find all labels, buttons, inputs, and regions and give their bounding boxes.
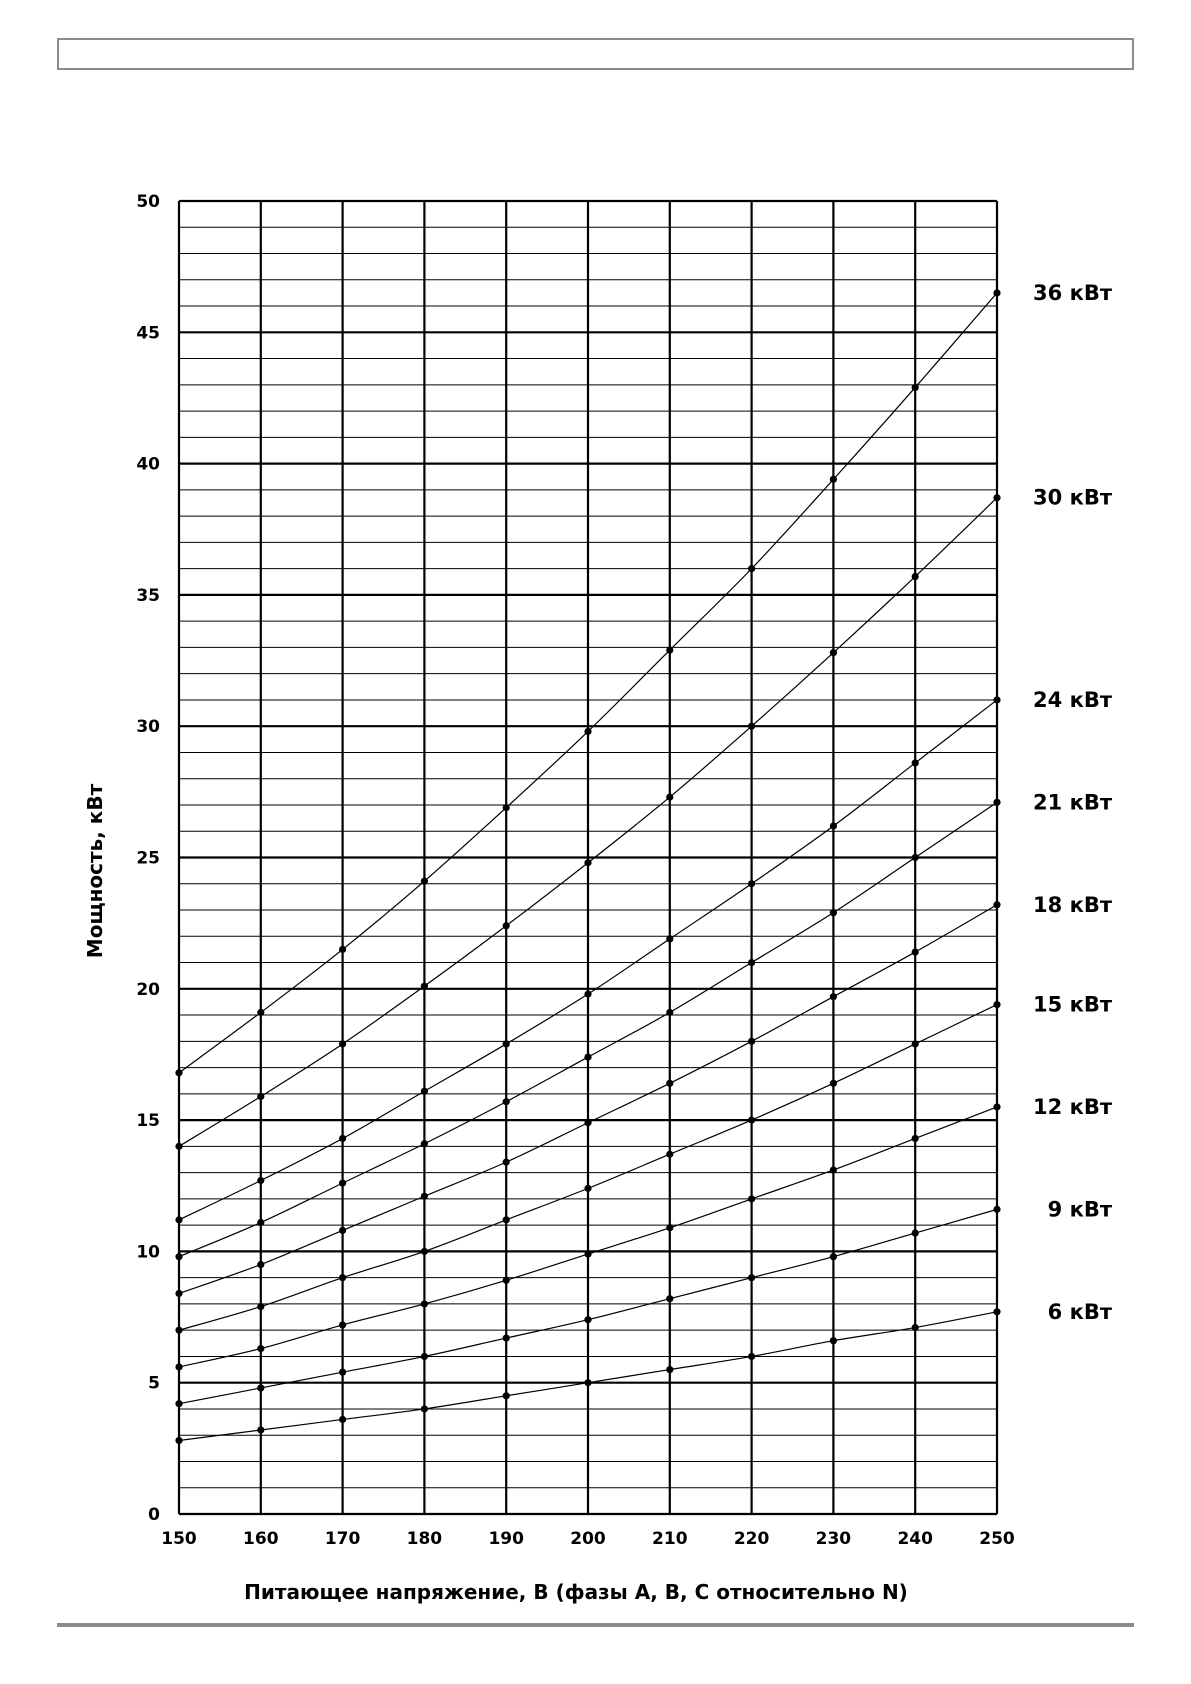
data-point — [993, 1001, 1000, 1008]
data-point — [339, 1369, 346, 1376]
data-point — [993, 289, 1000, 296]
data-point — [503, 922, 510, 929]
series-label: 12 кВт — [1033, 1094, 1112, 1119]
data-point — [503, 1392, 510, 1399]
data-point — [748, 880, 755, 887]
data-point — [175, 1363, 182, 1370]
data-point — [257, 1303, 264, 1310]
data-point — [666, 935, 673, 942]
data-point — [175, 1437, 182, 1444]
data-point — [257, 1009, 264, 1016]
data-point — [830, 1166, 837, 1173]
data-point — [421, 1248, 428, 1255]
data-point — [339, 1321, 346, 1328]
data-point — [257, 1261, 264, 1268]
data-point — [257, 1384, 264, 1391]
x-tick-label: 230 — [815, 1529, 852, 1549]
series-label: 30 кВт — [1033, 485, 1112, 510]
data-point — [993, 901, 1000, 908]
y-tick-label: 15 — [136, 1111, 160, 1132]
data-point — [257, 1177, 264, 1184]
data-point — [584, 1379, 591, 1386]
x-tick-label: 180 — [406, 1529, 443, 1549]
y-tick-labels — [136, 192, 160, 1525]
data-point — [175, 1069, 182, 1076]
data-point — [830, 1337, 837, 1344]
data-point — [912, 1135, 919, 1142]
series-label: 9 кВт — [1047, 1197, 1112, 1222]
data-point — [584, 728, 591, 735]
data-point — [503, 1334, 510, 1341]
data-point — [748, 1274, 755, 1281]
data-point — [421, 1353, 428, 1360]
data-point — [421, 1193, 428, 1200]
data-point — [666, 1080, 673, 1087]
data-point — [666, 1224, 673, 1231]
series-labels — [1033, 281, 1113, 1324]
y-tick-label: 40 — [136, 454, 160, 475]
data-point — [748, 723, 755, 730]
data-point — [339, 1274, 346, 1281]
data-point — [584, 1119, 591, 1126]
data-point — [257, 1426, 264, 1433]
series-label: 15 кВт — [1033, 992, 1112, 1017]
series-label: 18 кВт — [1033, 892, 1112, 917]
data-point — [912, 854, 919, 861]
data-point — [912, 1229, 919, 1236]
data-point — [175, 1327, 182, 1334]
data-point — [912, 384, 919, 391]
y-tick-label: 0 — [148, 1505, 160, 1525]
y-tick-label: 5 — [148, 1373, 160, 1394]
data-point — [666, 1366, 673, 1373]
x-tick-label: 150 — [161, 1529, 197, 1549]
data-point — [748, 1195, 755, 1202]
data-point — [421, 1088, 428, 1095]
data-point — [748, 959, 755, 966]
data-point — [175, 1400, 182, 1407]
data-point — [912, 1324, 919, 1331]
data-point — [830, 1080, 837, 1087]
data-point — [584, 1250, 591, 1257]
data-point — [421, 1405, 428, 1412]
x-tick-label: 210 — [652, 1529, 688, 1549]
data-point — [666, 1009, 673, 1016]
x-tick-label: 170 — [324, 1529, 361, 1549]
data-point — [503, 804, 510, 811]
data-point — [993, 696, 1000, 703]
y-tick-label: 10 — [136, 1242, 160, 1263]
data-point — [503, 1277, 510, 1284]
y-tick-label: 35 — [136, 585, 160, 606]
data-point — [421, 1300, 428, 1307]
data-point — [666, 646, 673, 653]
data-point — [584, 1316, 591, 1323]
data-point — [830, 993, 837, 1000]
data-point — [175, 1290, 182, 1297]
x-axis-title: Питающее напряжение, В (фазы А, В, С относительно N) — [244, 1580, 908, 1604]
series-label: 6 кВт — [1047, 1299, 1112, 1324]
x-tick-label: 200 — [570, 1529, 606, 1549]
series-label: 24 кВт — [1033, 687, 1112, 712]
x-tick-label: 160 — [243, 1529, 279, 1549]
y-tick-label: 50 — [136, 192, 160, 212]
data-point — [175, 1216, 182, 1223]
page-footer-rule — [57, 1623, 1134, 1627]
data-point — [421, 1140, 428, 1147]
data-point — [830, 822, 837, 829]
data-point — [830, 649, 837, 656]
data-point — [339, 1040, 346, 1047]
data-point — [993, 494, 1000, 501]
data-point — [421, 983, 428, 990]
data-point — [666, 1295, 673, 1302]
data-point — [748, 1038, 755, 1045]
data-point — [993, 1103, 1000, 1110]
x-tick-labels — [161, 1529, 1015, 1549]
data-point — [339, 1227, 346, 1234]
y-tick-label: 25 — [136, 848, 160, 869]
y-tick-label: 20 — [136, 979, 160, 1000]
series-label: 21 кВт — [1033, 790, 1112, 815]
x-tick-label: 190 — [488, 1529, 524, 1549]
y-axis-title: Мощность, кВт — [83, 783, 107, 959]
data-point — [993, 1206, 1000, 1213]
x-tick-label: 240 — [897, 1529, 933, 1549]
data-point — [257, 1093, 264, 1100]
data-point — [830, 1253, 837, 1260]
data-point — [912, 573, 919, 580]
data-point — [503, 1159, 510, 1166]
data-point — [584, 859, 591, 866]
data-point — [748, 1117, 755, 1124]
data-point — [584, 1185, 591, 1192]
data-point — [339, 1135, 346, 1142]
data-point — [421, 878, 428, 885]
x-tick-label: 220 — [733, 1529, 770, 1549]
data-point — [584, 1053, 591, 1060]
data-point — [339, 1180, 346, 1187]
data-point — [666, 1151, 673, 1158]
data-point — [257, 1345, 264, 1352]
data-point — [666, 794, 673, 801]
x-tick-label: 250 — [979, 1529, 1015, 1549]
data-point — [912, 1040, 919, 1047]
data-point — [830, 909, 837, 916]
data-point — [748, 1353, 755, 1360]
data-point — [503, 1216, 510, 1223]
data-point — [748, 565, 755, 572]
data-point — [339, 946, 346, 953]
data-point — [993, 799, 1000, 806]
data-point — [584, 990, 591, 997]
data-point — [257, 1219, 264, 1226]
y-tick-label: 30 — [136, 717, 160, 738]
series-label: 36 кВт — [1033, 280, 1112, 305]
data-point — [912, 759, 919, 766]
data-point — [175, 1253, 182, 1260]
data-point — [503, 1040, 510, 1047]
data-point — [830, 476, 837, 483]
data-point — [175, 1143, 182, 1150]
data-point — [993, 1308, 1000, 1315]
y-tick-label: 45 — [136, 323, 160, 344]
data-point — [339, 1416, 346, 1423]
data-point — [503, 1098, 510, 1105]
data-point — [912, 948, 919, 955]
